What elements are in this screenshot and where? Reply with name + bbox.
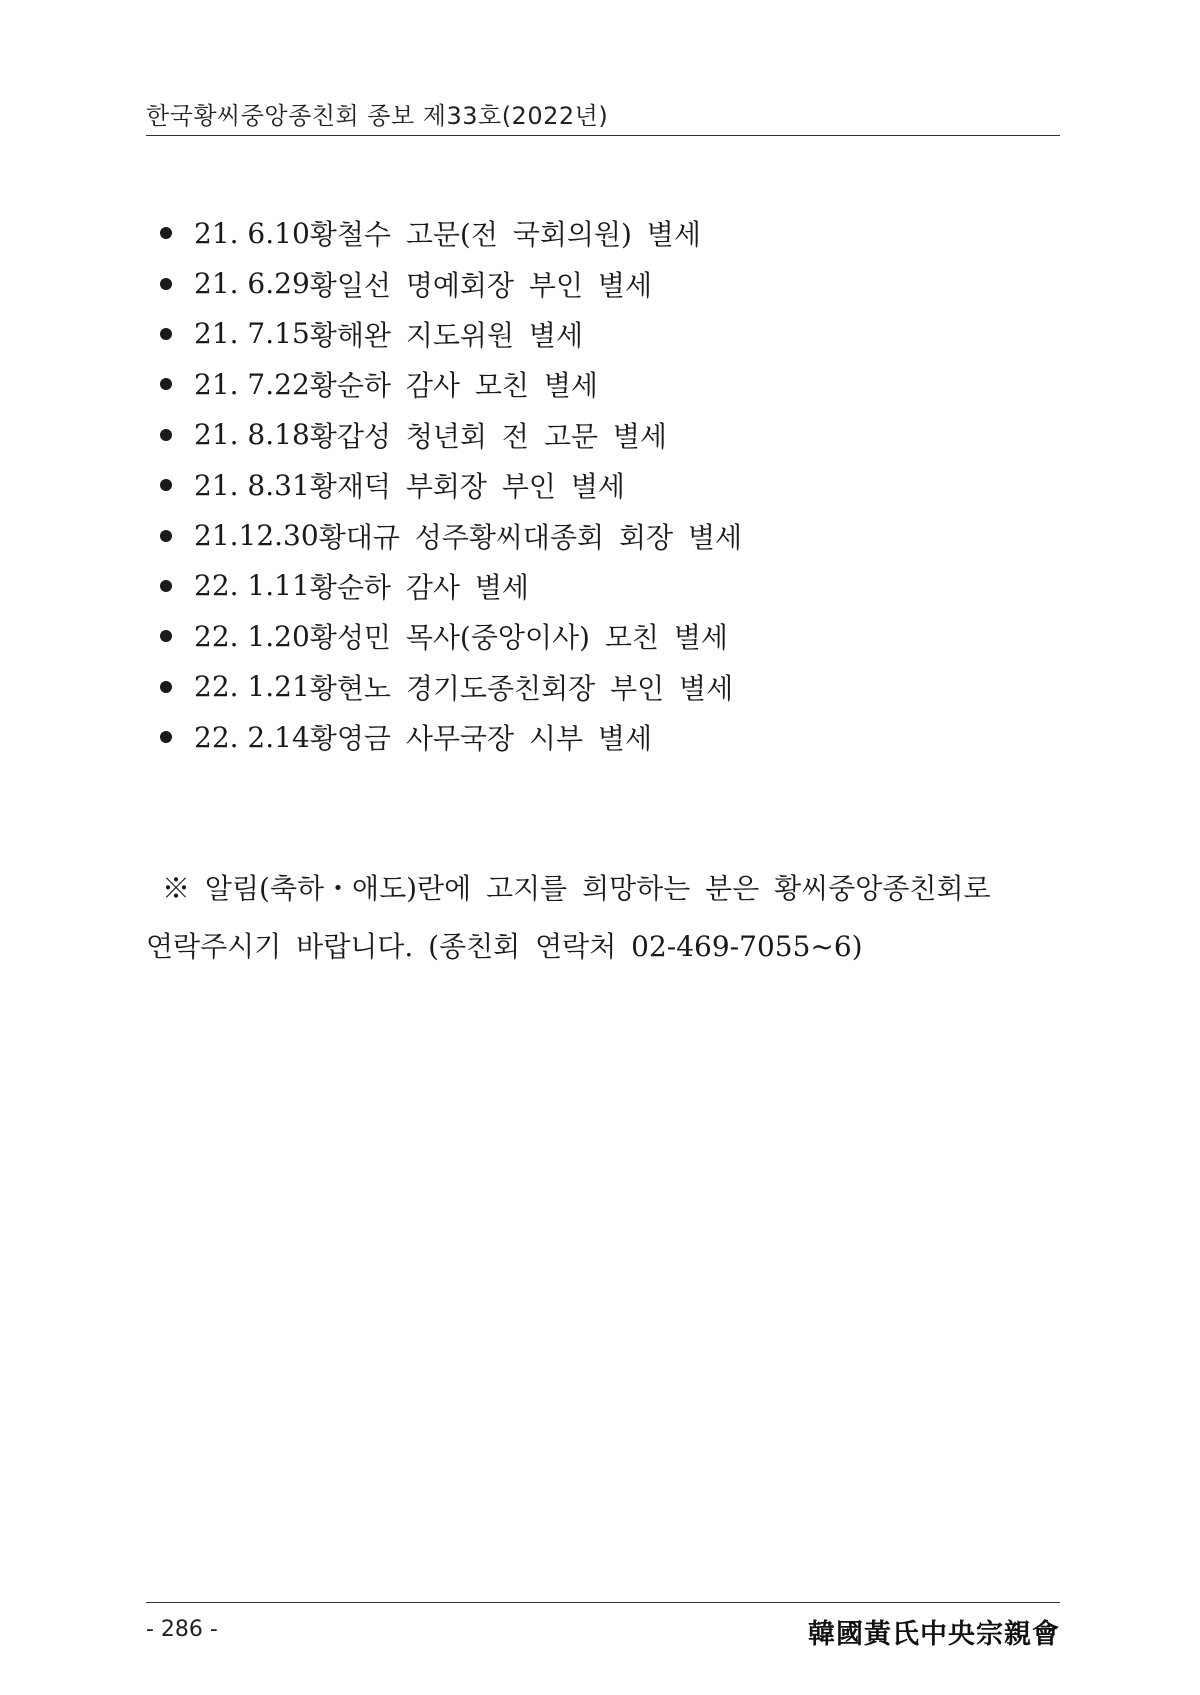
entry-text: 황현노 경기도종친회장 부인 별세 (309, 671, 734, 705)
entry-date: 22. 2.14 (194, 720, 310, 754)
list-item (160, 712, 742, 762)
bullet-icon (160, 630, 172, 642)
bullet-icon (160, 580, 172, 592)
entry-date: 21. 7.15 (194, 317, 310, 351)
list-item (160, 208, 742, 258)
contact-notice (146, 860, 1046, 976)
list-item (160, 258, 742, 308)
bullet-icon (160, 731, 172, 743)
header-divider (146, 135, 1060, 136)
bullet-icon (160, 328, 172, 340)
entry-date: 22. 1.11 (194, 569, 310, 603)
entry-text: 황순하 감사 별세 (309, 570, 529, 604)
bullet-icon (160, 429, 172, 441)
entry-text: 황재덕 부회장 부인 별세 (309, 470, 625, 504)
notice-line-2: 연락주시기 바랍니다. (종친회 연락처 02-469-7055~6) (146, 930, 863, 963)
footer-divider (146, 1602, 1060, 1603)
entry-text: 황대규 성주황씨대종회 회장 별세 (318, 520, 743, 554)
entry-date: 21.12.30 (194, 519, 319, 553)
publisher-name: 韓國黃氏中央宗親會 (808, 1619, 1060, 1650)
list-item (160, 460, 742, 510)
list-item (160, 410, 742, 460)
list-item (160, 359, 742, 409)
entry-date: 21. 7.22 (194, 367, 310, 401)
entry-text: 황순하 감사 모친 별세 (309, 369, 598, 403)
bullet-icon (160, 681, 172, 693)
list-item (160, 611, 742, 661)
page-number: - 286 - (146, 1617, 218, 1642)
list-item (160, 561, 742, 611)
entry-text: 황철수 고문(전 국회의원) 별세 (309, 218, 701, 252)
notice-line-1: ※ 알림(축하・애도)란에 고지를 희망하는 분은 황씨중앙종친회로 (162, 872, 991, 905)
entry-text: 황갑성 청년회 전 고문 별세 (309, 419, 667, 453)
entry-text: 황성민 목사(중앙이사) 모친 별세 (309, 621, 728, 655)
entry-date: 21. 6.29 (194, 267, 310, 301)
bullet-icon (160, 530, 172, 542)
entry-date: 21. 6.10 (194, 216, 310, 250)
running-header: 한국황씨중앙종친회 종보 제33호(2022년) (146, 102, 609, 130)
entry-date: 22. 1.21 (194, 670, 310, 704)
entry-date: 22. 1.20 (194, 619, 310, 653)
bullet-icon (160, 227, 172, 239)
bullet-icon (160, 278, 172, 290)
list-item (160, 510, 742, 560)
list-item (160, 309, 742, 359)
bullet-icon (160, 479, 172, 491)
bullet-icon (160, 378, 172, 390)
obituary-list (160, 208, 742, 762)
entry-date: 21. 8.31 (194, 468, 310, 502)
entry-text: 황해완 지도위원 별세 (309, 318, 584, 352)
entry-text: 황일선 명예회장 부인 별세 (309, 268, 653, 302)
entry-text: 황영금 사무국장 시부 별세 (309, 722, 653, 756)
list-item (160, 662, 742, 712)
entry-date: 21. 8.18 (194, 418, 310, 452)
